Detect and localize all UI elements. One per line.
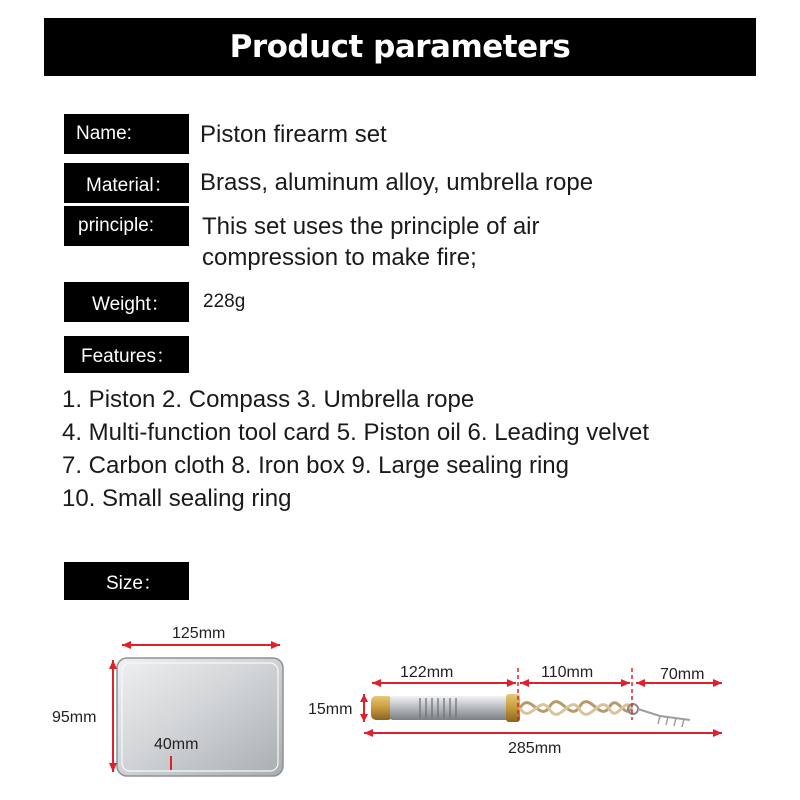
feature-line-4: 10. Small sealing ring	[62, 485, 292, 512]
tin-box	[117, 658, 283, 776]
weight-value: 228g	[203, 291, 246, 312]
feature-line-2: 4. Multi-function tool card 5. Piston oil 6. Leading velvet	[62, 419, 649, 446]
principle-label: principle:	[64, 206, 189, 246]
weight-label: Weight：	[64, 282, 189, 322]
piston-seg2-label: 110mm	[541, 664, 594, 681]
piston-seg1-label: 122mm	[400, 664, 454, 681]
piston-total-label: 285mm	[508, 740, 562, 757]
box-width-label: 125mm	[172, 625, 226, 642]
material-value: Brass, aluminum alloy, umbrella rope	[200, 169, 594, 196]
principle-value-line2: compression to make fire;	[202, 244, 477, 271]
name-label: Name:	[64, 114, 189, 154]
size-label: Size：	[64, 562, 189, 600]
features-label: Features：	[64, 336, 189, 373]
page-title: Product parameters	[44, 18, 756, 76]
piston-diameter-label: 15mm	[308, 701, 353, 718]
feature-line-3: 7. Carbon cloth 8. Iron box 9. Large sealing ring	[62, 452, 569, 479]
name-value: Piston firearm set	[200, 121, 387, 148]
feature-line-1: 1. Piston 2. Compass 3. Umbrella rope	[62, 386, 475, 413]
box-height-label: 95mm	[52, 709, 97, 726]
material-label: Material：	[64, 163, 189, 203]
principle-value-line1: This set uses the principle of air	[202, 213, 540, 240]
piston-seg3-label: 70mm	[660, 666, 705, 683]
box-depth-label: 40mm	[154, 736, 199, 753]
piston-illustration	[371, 694, 690, 727]
